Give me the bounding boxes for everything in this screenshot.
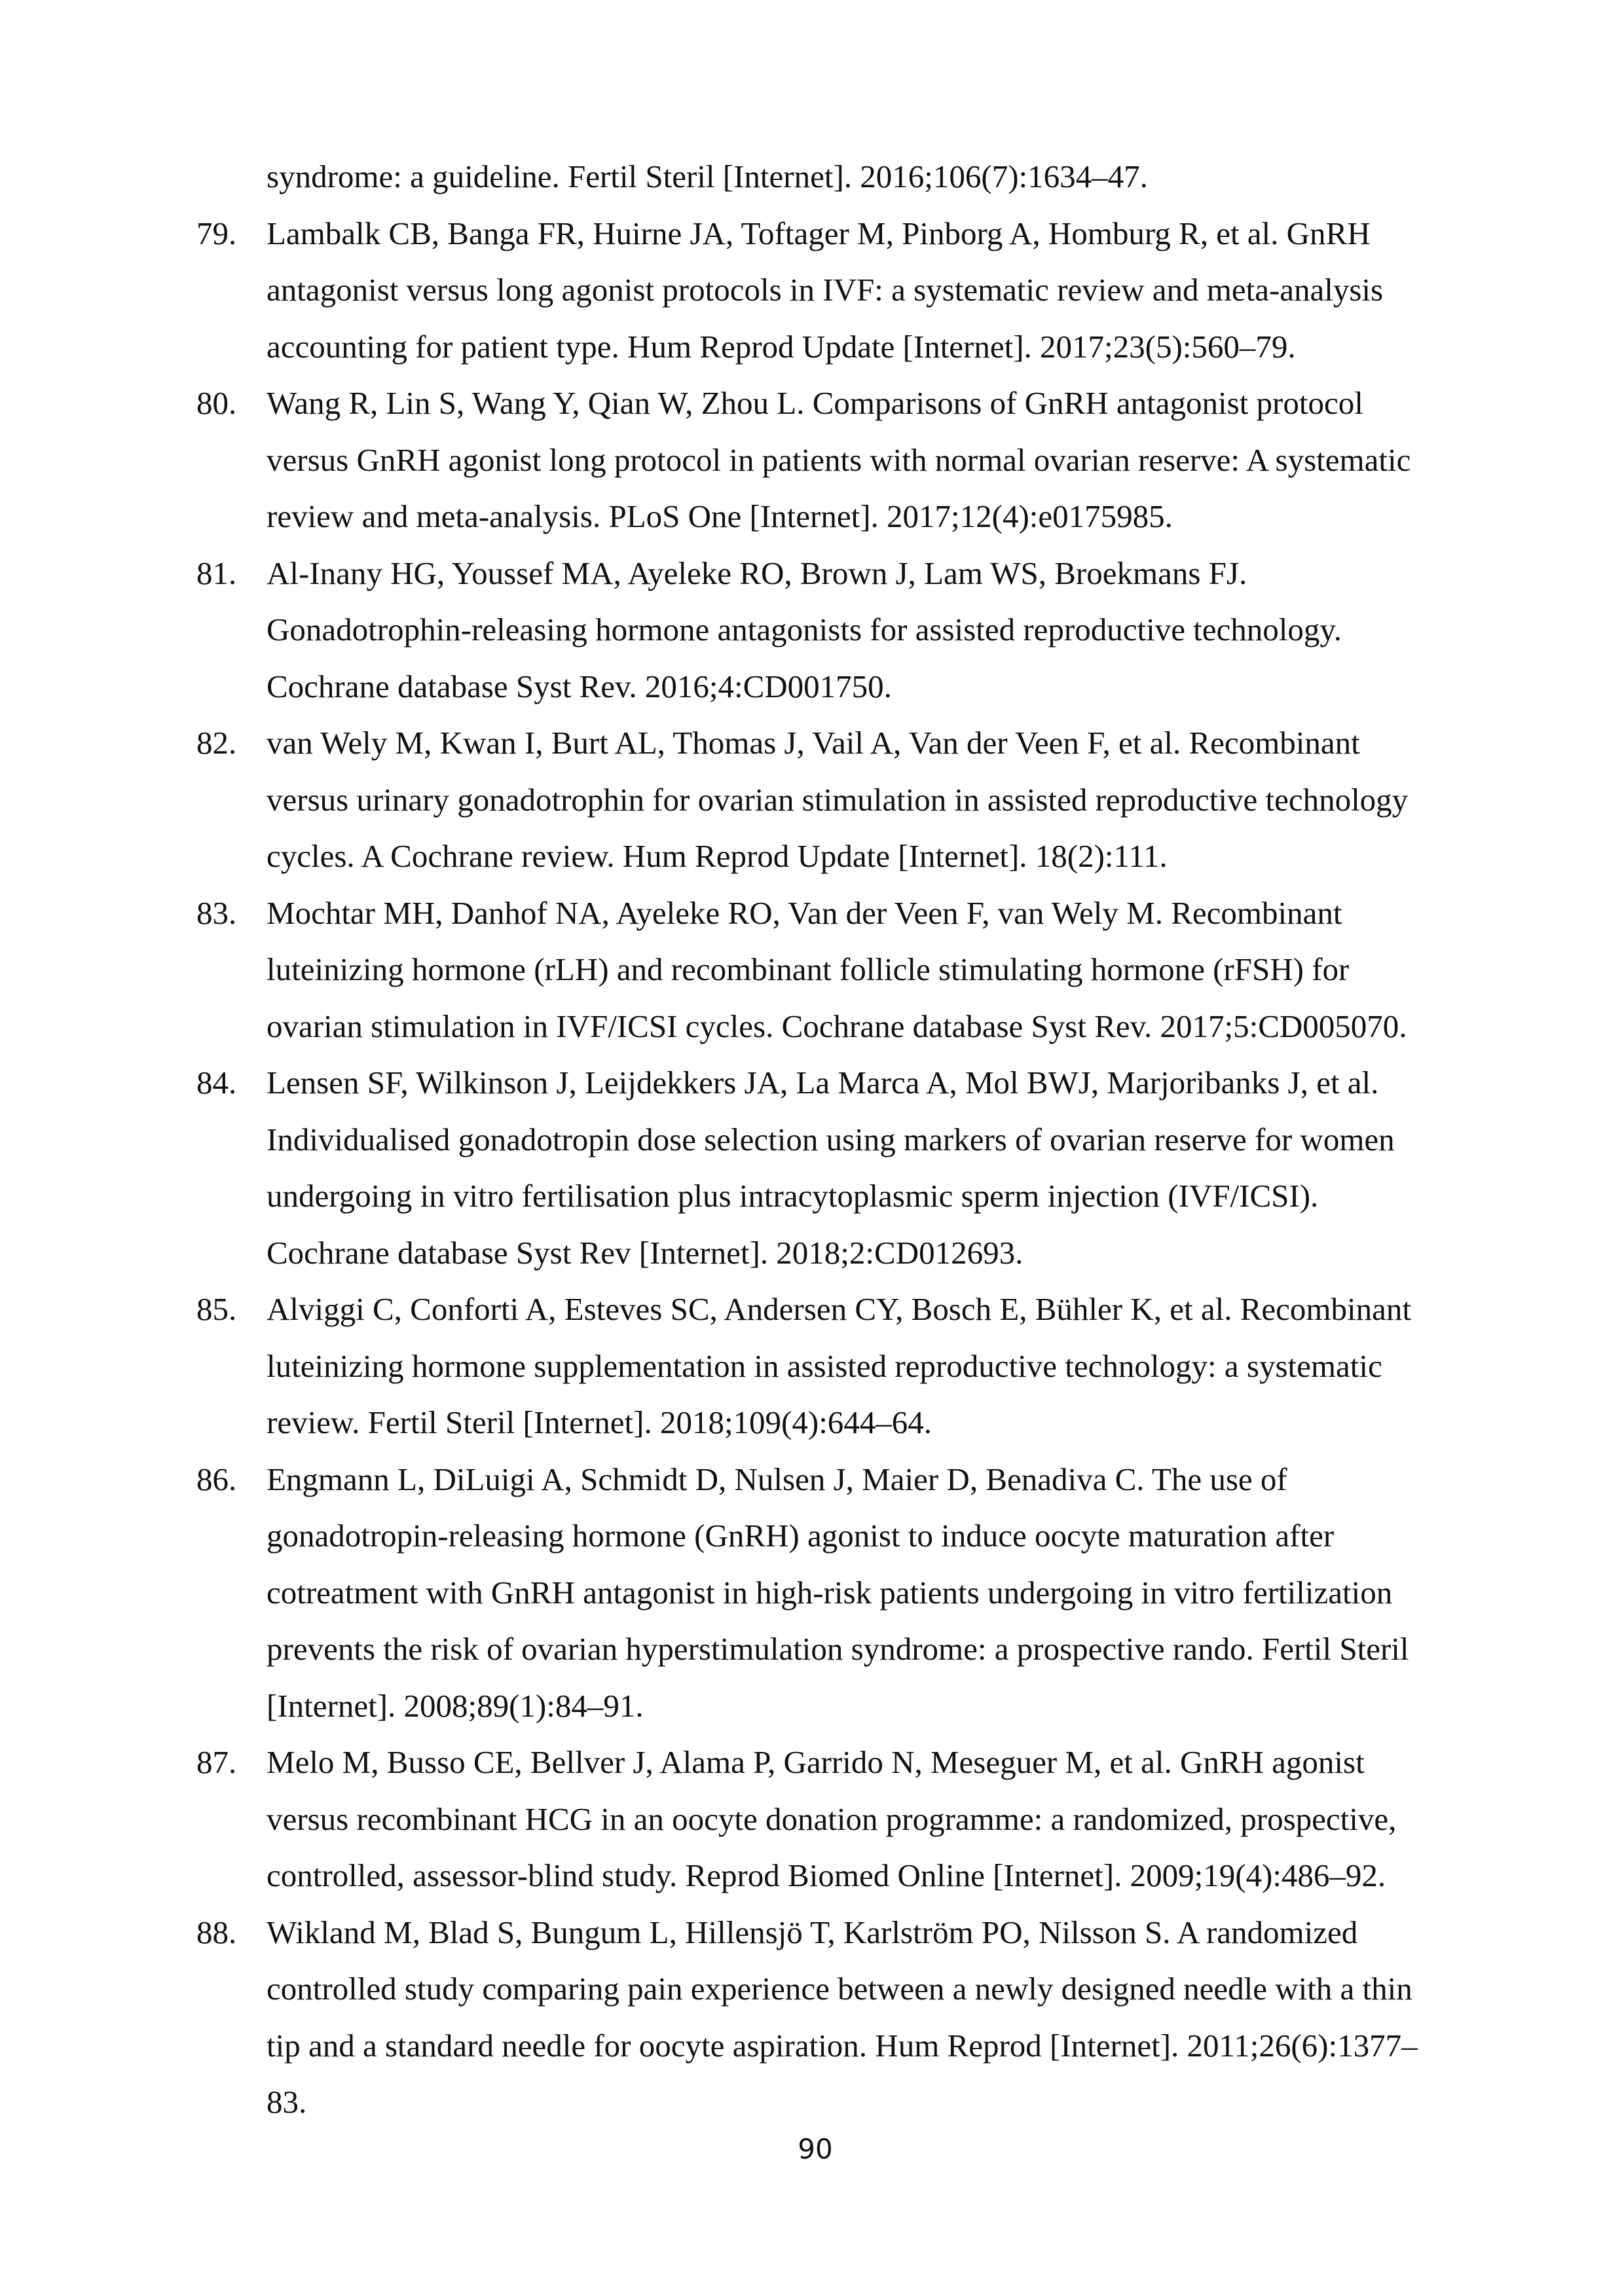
reference-text-line: controlled, assessor-blind study. Reprod Biomed Online [Internet]. 2009;19(4):486–92. xyxy=(267,1857,1386,1893)
reference-entry xyxy=(0,375,1624,545)
reference-number: 84. xyxy=(196,1065,237,1101)
reference-text-line: Engmann L, DiLuigi A, Schmidt D, Nulsen J, Maier D, Benadiva C. The use of xyxy=(267,1461,1287,1497)
reference-entry xyxy=(0,1734,1624,1904)
reference-text-line: review. Fertil Steril [Internet]. 2018;109(4):644–64. xyxy=(267,1404,932,1440)
reference-number: 88. xyxy=(196,1914,237,1950)
reference-text-line: Alviggi C, Conforti A, Esteves SC, Andersen CY, Bosch E, Bühler K, et al. Recombinant xyxy=(267,1291,1411,1327)
reference-entry xyxy=(0,1281,1624,1451)
reference-text-line: Cochrane database Syst Rev. 2016;4:CD001750. xyxy=(267,668,892,704)
reference-entry xyxy=(0,1055,1624,1281)
reference-text-line: versus recombinant HCG in an oocyte donation programme: a randomized, prospective, xyxy=(267,1800,1397,1837)
reference-text-line: luteinizing hormone supplementation in assisted reproductive technology: a systematic xyxy=(267,1347,1382,1384)
reference-entry xyxy=(0,1904,1624,2131)
reference-entry xyxy=(0,715,1624,885)
reference-text-line: Gonadotrophin-releasing hormone antagonists for assisted reproductive technology. xyxy=(267,611,1342,647)
reference-text-line: Wikland M, Blad S, Bungum L, Hillensjö T, Karlström PO, Nilsson S. A randomized xyxy=(267,1914,1358,1950)
reference-text-line: [Internet]. 2008;89(1):84–91. xyxy=(267,1687,644,1724)
reference-text-line: gonadotropin-releasing hormone (GnRH) agonist to induce oocyte maturation after xyxy=(267,1518,1335,1554)
reference-text-line: van Wely M, Kwan I, Burt AL, Thomas J, Vail A, Van der Veen F, et al. Recombinant xyxy=(267,725,1360,761)
reference-text-line: 83. xyxy=(267,2084,307,2120)
reference-text-line: luteinizing hormone (rLH) and recombinant follicle stimulating hormone (rFSH) for xyxy=(267,951,1350,987)
reference-text-line: versus GnRH agonist long protocol in patients with normal ovarian reserve: A systematic xyxy=(267,441,1411,478)
reference-text-line: accounting for patient type. Hum Reprod Update [Internet]. 2017;23(5):560–79. xyxy=(267,328,1296,365)
reference-number: 82. xyxy=(196,725,237,761)
reference-number: 87. xyxy=(196,1744,237,1780)
reference-text-line: syndrome: a guideline. Fertil Steril [Internet]. 2016;106(7):1634–47. xyxy=(267,158,1148,194)
reference-text-line: antagonist versus long agonist protocols in IVF: a systematic review and meta-analysis xyxy=(267,272,1384,308)
reference-text-line: Cochrane database Syst Rev [Internet]. 2018;2:CD012693. xyxy=(267,1234,1024,1271)
reference-text-line: undergoing in vitro fertilisation plus intracytoplasmic sperm injection (IVF/ICSI). xyxy=(267,1178,1319,1214)
reference-number: 80. xyxy=(196,385,237,421)
page-number: 90 xyxy=(798,2133,833,2165)
reference-text-line: review and meta-analysis. PLoS One [Internet]. 2017;12(4):e0175985. xyxy=(267,498,1173,534)
reference-text-line: tip and a standard needle for oocyte aspiration. Hum Reprod [Internet]. 2011;26(6):1377– xyxy=(267,2027,1418,2064)
reference-entry xyxy=(0,149,1624,206)
reference-entry xyxy=(0,545,1624,716)
reference-text-line: cotreatment with GnRH antagonist in high-risk patients undergoing in vitro fertilization xyxy=(267,1574,1393,1611)
reference-entry xyxy=(0,206,1624,376)
reference-text-line: ovarian stimulation in IVF/ICSI cycles. Cochrane database Syst Rev. 2017;5:CD005070. xyxy=(267,1008,1407,1044)
reference-number: 81. xyxy=(196,555,237,591)
reference-text-line: Lensen SF, Wilkinson J, Leijdekkers JA, La Marca A, Mol BWJ, Marjoribanks J, et al. xyxy=(267,1065,1379,1101)
reference-text-line: Melo M, Busso CE, Bellver J, Alama P, Garrido N, Meseguer M, et al. GnRH agonist xyxy=(267,1744,1365,1780)
reference-text-line: Wang R, Lin S, Wang Y, Qian W, Zhou L. Comparisons of GnRH antagonist protocol xyxy=(267,385,1363,421)
reference-number: 83. xyxy=(196,894,237,931)
reference-number: 79. xyxy=(196,215,237,251)
reference-entry xyxy=(0,885,1624,1055)
reference-list xyxy=(0,149,1624,2131)
reference-text-line: prevents the risk of ovarian hyperstimulation syndrome: a prospective rando. Fertil Steril xyxy=(267,1631,1409,1667)
reference-text-line: cycles. A Cochrane review. Hum Reprod Update [Internet]. 18(2):111. xyxy=(267,838,1168,874)
reference-number: 85. xyxy=(196,1291,237,1327)
reference-text-line: Individualised gonadotropin dose selection using markers of ovarian reserve for women xyxy=(267,1121,1395,1157)
reference-text-line: Lambalk CB, Banga FR, Huirne JA, Toftager M, Pinborg A, Homburg R, et al. GnRH xyxy=(267,215,1371,251)
reference-entry xyxy=(0,1451,1624,1735)
reference-text-line: controlled study comparing pain experience between a newly designed needle with a thin xyxy=(267,1971,1412,2007)
reference-number: 86. xyxy=(196,1461,237,1497)
reference-text-line: versus urinary gonadotrophin for ovarian stimulation in assisted reproductive technology xyxy=(267,781,1409,818)
reference-text-line: Mochtar MH, Danhof NA, Ayeleke RO, Van der Veen F, van Wely M. Recombinant xyxy=(267,894,1342,931)
reference-text-line: Al-Inany HG, Youssef MA, Ayeleke RO, Brown J, Lam WS, Broekmans FJ. xyxy=(267,555,1247,591)
